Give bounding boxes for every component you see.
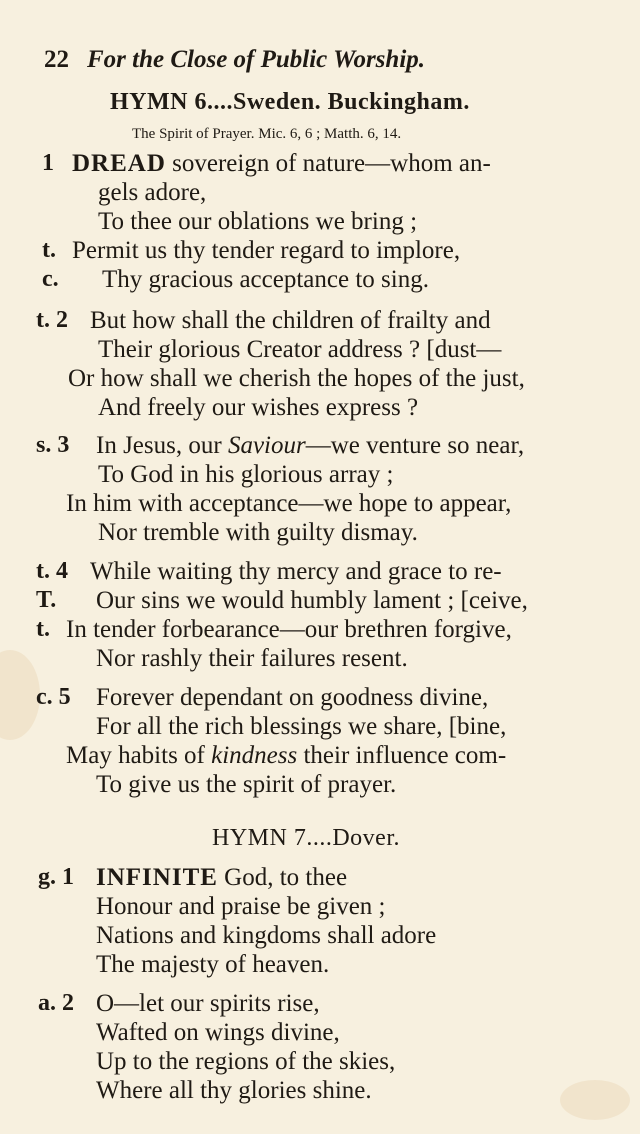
running-head: For the Close of Public Worship.: [87, 46, 426, 73]
verse-line: Thy gracious acceptance to sing.: [102, 266, 429, 293]
verse-line: [72, 150, 491, 178]
verse-line: To thee our oblations we bring ;: [98, 208, 418, 235]
dynamic-mark: c.: [42, 266, 59, 292]
verse-line: And freely our wishes express ?: [98, 394, 419, 421]
hymn7-title: HYMN 7....Dover.: [212, 825, 400, 851]
paper-stain: [0, 650, 40, 740]
verse-line: Where all thy glories shine.: [96, 1077, 372, 1104]
verse-line: [96, 432, 524, 460]
verse-line: [96, 864, 347, 892]
verse-line: Their glorious Creator address ? [dust—: [98, 336, 502, 363]
verse-line: Honour and praise be given ;: [96, 893, 386, 920]
verse-line: Up to the regions of the skies,: [96, 1048, 396, 1075]
verse-line-text: God, to thee: [224, 864, 348, 891]
verse-italic-word: kindness: [211, 742, 298, 769]
verse-line-text: —we venture so near,: [305, 432, 525, 459]
verse-line: Forever dependant on goodness divine,: [96, 684, 489, 711]
verse-line: gels adore,: [98, 179, 207, 206]
verse-line: Permit us thy tender regard to implore,: [72, 237, 461, 264]
verse-number: t. 4: [36, 558, 68, 584]
verse-line: To give us the spirit of prayer.: [96, 771, 397, 798]
verse-first-word: INFINITE: [96, 864, 218, 891]
verse-line-text: sovereign of nature—whom an-: [172, 150, 491, 177]
verse-line: While waiting thy mercy and grace to re-: [90, 558, 502, 585]
verse-number: g. 1: [38, 864, 74, 890]
verse-number: t. 2: [36, 307, 68, 333]
verse-line: O—let our spirits rise,: [96, 990, 320, 1017]
verse-line: To God in his glorious array ;: [98, 461, 394, 488]
verse-number: a. 2: [38, 990, 74, 1016]
verse-line: But how shall the children of frailty and: [90, 307, 491, 334]
verse-line-text: their influence com-: [297, 742, 507, 769]
hymn6-subtitle: The Spirit of Prayer. Mic. 6, 6 ; Matth. 6, 14.: [132, 126, 402, 142]
verse-line: In him with acceptance—we hope to appear,: [66, 490, 512, 517]
verse-line-text: In Jesus, our: [96, 432, 228, 459]
dynamic-mark: T.: [36, 587, 57, 613]
hymn6-title: HYMN 6....Sweden. Buckingham.: [110, 89, 470, 115]
verse-line-text: May habits of: [66, 742, 212, 769]
dynamic-mark: t.: [36, 616, 50, 642]
verse-line: [66, 742, 506, 770]
verse-number: 1: [42, 150, 54, 176]
verse-line: In tender forbearance—our brethren forgive,: [66, 616, 512, 643]
verse-line: Nor rashly their failures resent.: [96, 645, 408, 672]
verse-line: The majesty of heaven.: [96, 951, 330, 978]
verse-italic-word: Saviour: [227, 432, 306, 459]
verse-first-word: DREAD: [72, 150, 166, 177]
verse-number: s. 3: [36, 432, 70, 458]
verse-line: Nations and kingdoms shall adore: [96, 922, 437, 949]
verse-number: c. 5: [36, 684, 71, 710]
verse-line: Or how shall we cherish the hopes of the just,: [68, 365, 525, 392]
dynamic-mark: t.: [42, 237, 56, 263]
page-number: 22: [44, 46, 69, 73]
verse-line: For all the rich blessings we share, [bine,: [96, 713, 507, 740]
verse-line: Nor tremble with guilty dismay.: [98, 519, 418, 546]
verse-line: Our sins we would humbly lament ; [ceive,: [96, 587, 528, 614]
running-head-line: [44, 46, 425, 74]
verse-line: Wafted on wings divine,: [96, 1019, 340, 1046]
paper-stain: [560, 1080, 630, 1120]
